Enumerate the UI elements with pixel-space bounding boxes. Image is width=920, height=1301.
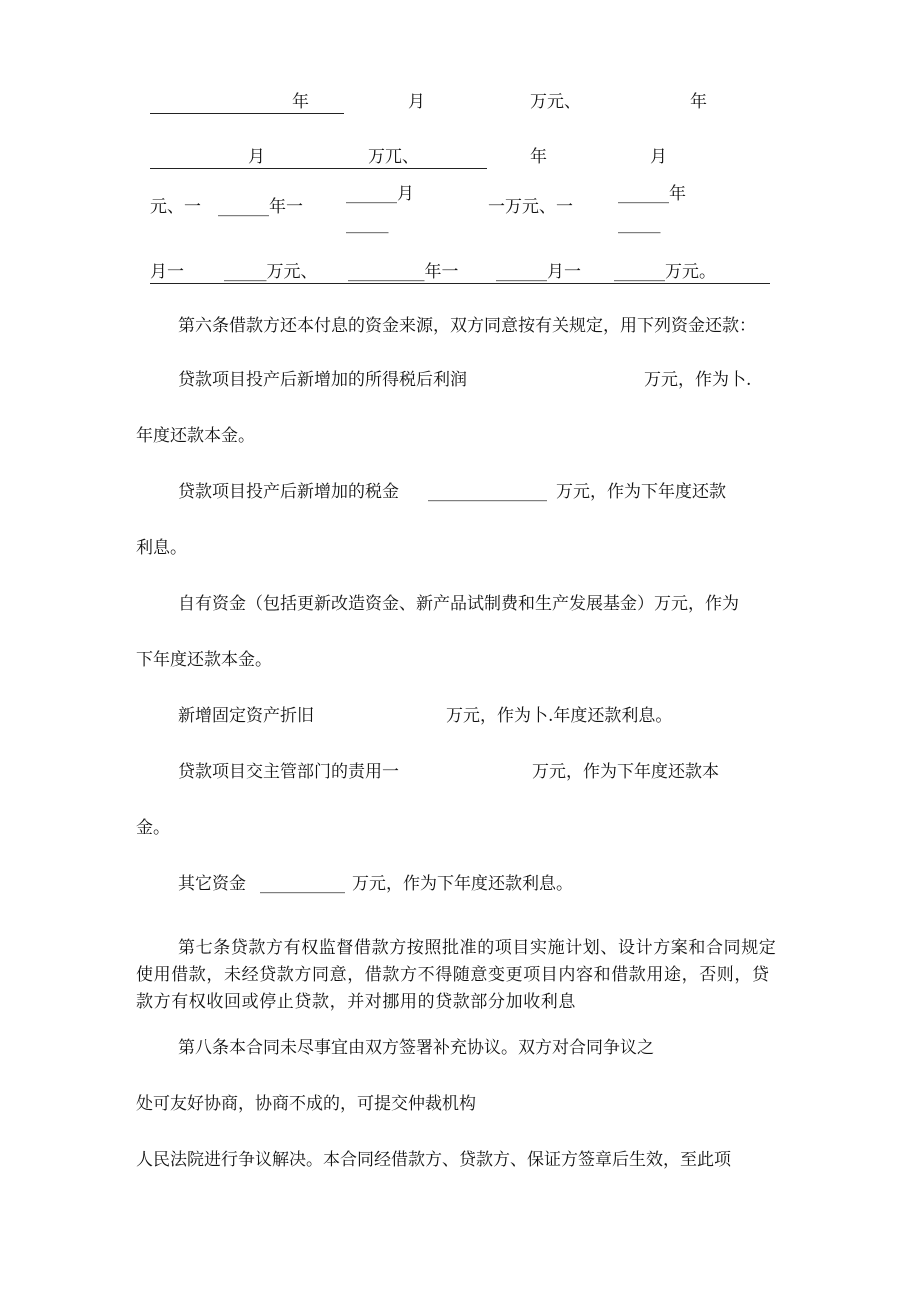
form-blank-text[interactable]: ______________ bbox=[428, 482, 547, 502]
article-6-item-1: 年度还款本金。 bbox=[136, 426, 255, 446]
form-text: 元、一 bbox=[150, 197, 201, 217]
form-text: 月 bbox=[408, 92, 425, 112]
form-text: 月 bbox=[248, 147, 265, 167]
blank-line[interactable] bbox=[150, 168, 487, 169]
form-blank-text[interactable]: ______月 bbox=[346, 184, 414, 204]
article-6-item-6: 万元，作为下年度还款利息。 bbox=[352, 874, 573, 894]
article-8-line: 第八条本合同未尽事宜由双方签署补充协议。双方对合同争议之 bbox=[178, 1038, 654, 1058]
article-8-line: 处可友好协商，协商不成的，可提交仲裁机构 bbox=[136, 1094, 476, 1114]
article-7: 第七条贷款方有权监督借款方按照批准的项目实施计划、设计方案和合同规定使用借款，未经贷款方同意，借款方不得随意变更项目内容和借款用途，否则，贷款方有权收回或停止贷款，并对挪用的贷款部分加收利息 bbox=[136, 938, 777, 1012]
form-text: 一万元、一 bbox=[488, 197, 573, 217]
article-6-heading: 第六条借款方还本付息的资金来源，双方同意按有关规定，用下列资金还款： bbox=[178, 316, 756, 336]
form-blank-text[interactable]: ______万元。 bbox=[614, 262, 716, 282]
form-blank-text[interactable]: _________年一 bbox=[348, 262, 459, 282]
article-6-item-1: 贷款项目投产后新增加的所得税后利润 bbox=[178, 370, 467, 390]
blank-line[interactable] bbox=[150, 113, 344, 114]
form-text: 年 bbox=[292, 92, 309, 112]
form-text: 万元、 bbox=[530, 92, 581, 112]
article-6-item-2: 万元，作为下年度还款 bbox=[556, 482, 726, 502]
form-blank-text[interactable]: ______年 bbox=[618, 184, 686, 204]
form-text: 年 bbox=[530, 147, 547, 167]
article-8-line: 人民法院进行争议解决。本合同经借款方、贷款方、保证方签章后生效，至此项 bbox=[136, 1150, 731, 1170]
form-blank-text[interactable]: ______年一 bbox=[218, 197, 303, 217]
row-underline bbox=[150, 283, 770, 284]
form-text: 万兀、 bbox=[368, 147, 419, 167]
form-blank-text[interactable]: __________ bbox=[260, 874, 345, 894]
article-6-item-5: 万元，作为下年度还款本 bbox=[532, 762, 719, 782]
article-6-item-4: 万元，作为卜.年度还款利息。 bbox=[446, 706, 673, 726]
article-6-item-4: 新增固定资产折旧 bbox=[178, 706, 314, 726]
article-6-item-5: 金。 bbox=[136, 818, 170, 838]
form-blank-text[interactable]: _____万元、 bbox=[224, 262, 318, 282]
form-text: 月 bbox=[650, 147, 667, 167]
form-blank-text[interactable]: ______月一 bbox=[496, 262, 581, 282]
article-6-item-6: 其它资金 bbox=[178, 874, 246, 894]
article-6-item-2: 利息。 bbox=[136, 538, 187, 558]
article-6-item-3: 下年度还款本金。 bbox=[136, 650, 272, 670]
form-blank-text[interactable]: _____ bbox=[346, 214, 389, 234]
form-text: 年 bbox=[690, 92, 707, 112]
article-6-item-1: 万元，作为卜. bbox=[644, 370, 752, 390]
article-6-item-5: 贷款项目交主管部门的责用一 bbox=[178, 762, 399, 782]
form-blank-text[interactable]: _____ bbox=[618, 214, 661, 234]
form-text: 月一 bbox=[150, 262, 184, 282]
article-6-item-3: 自有资金（包括更新改造资金、新产品试制费和生产发展基金）万元，作为 bbox=[178, 594, 739, 614]
article-6-item-2: 贷款项目投产后新增加的税金 bbox=[178, 482, 399, 502]
